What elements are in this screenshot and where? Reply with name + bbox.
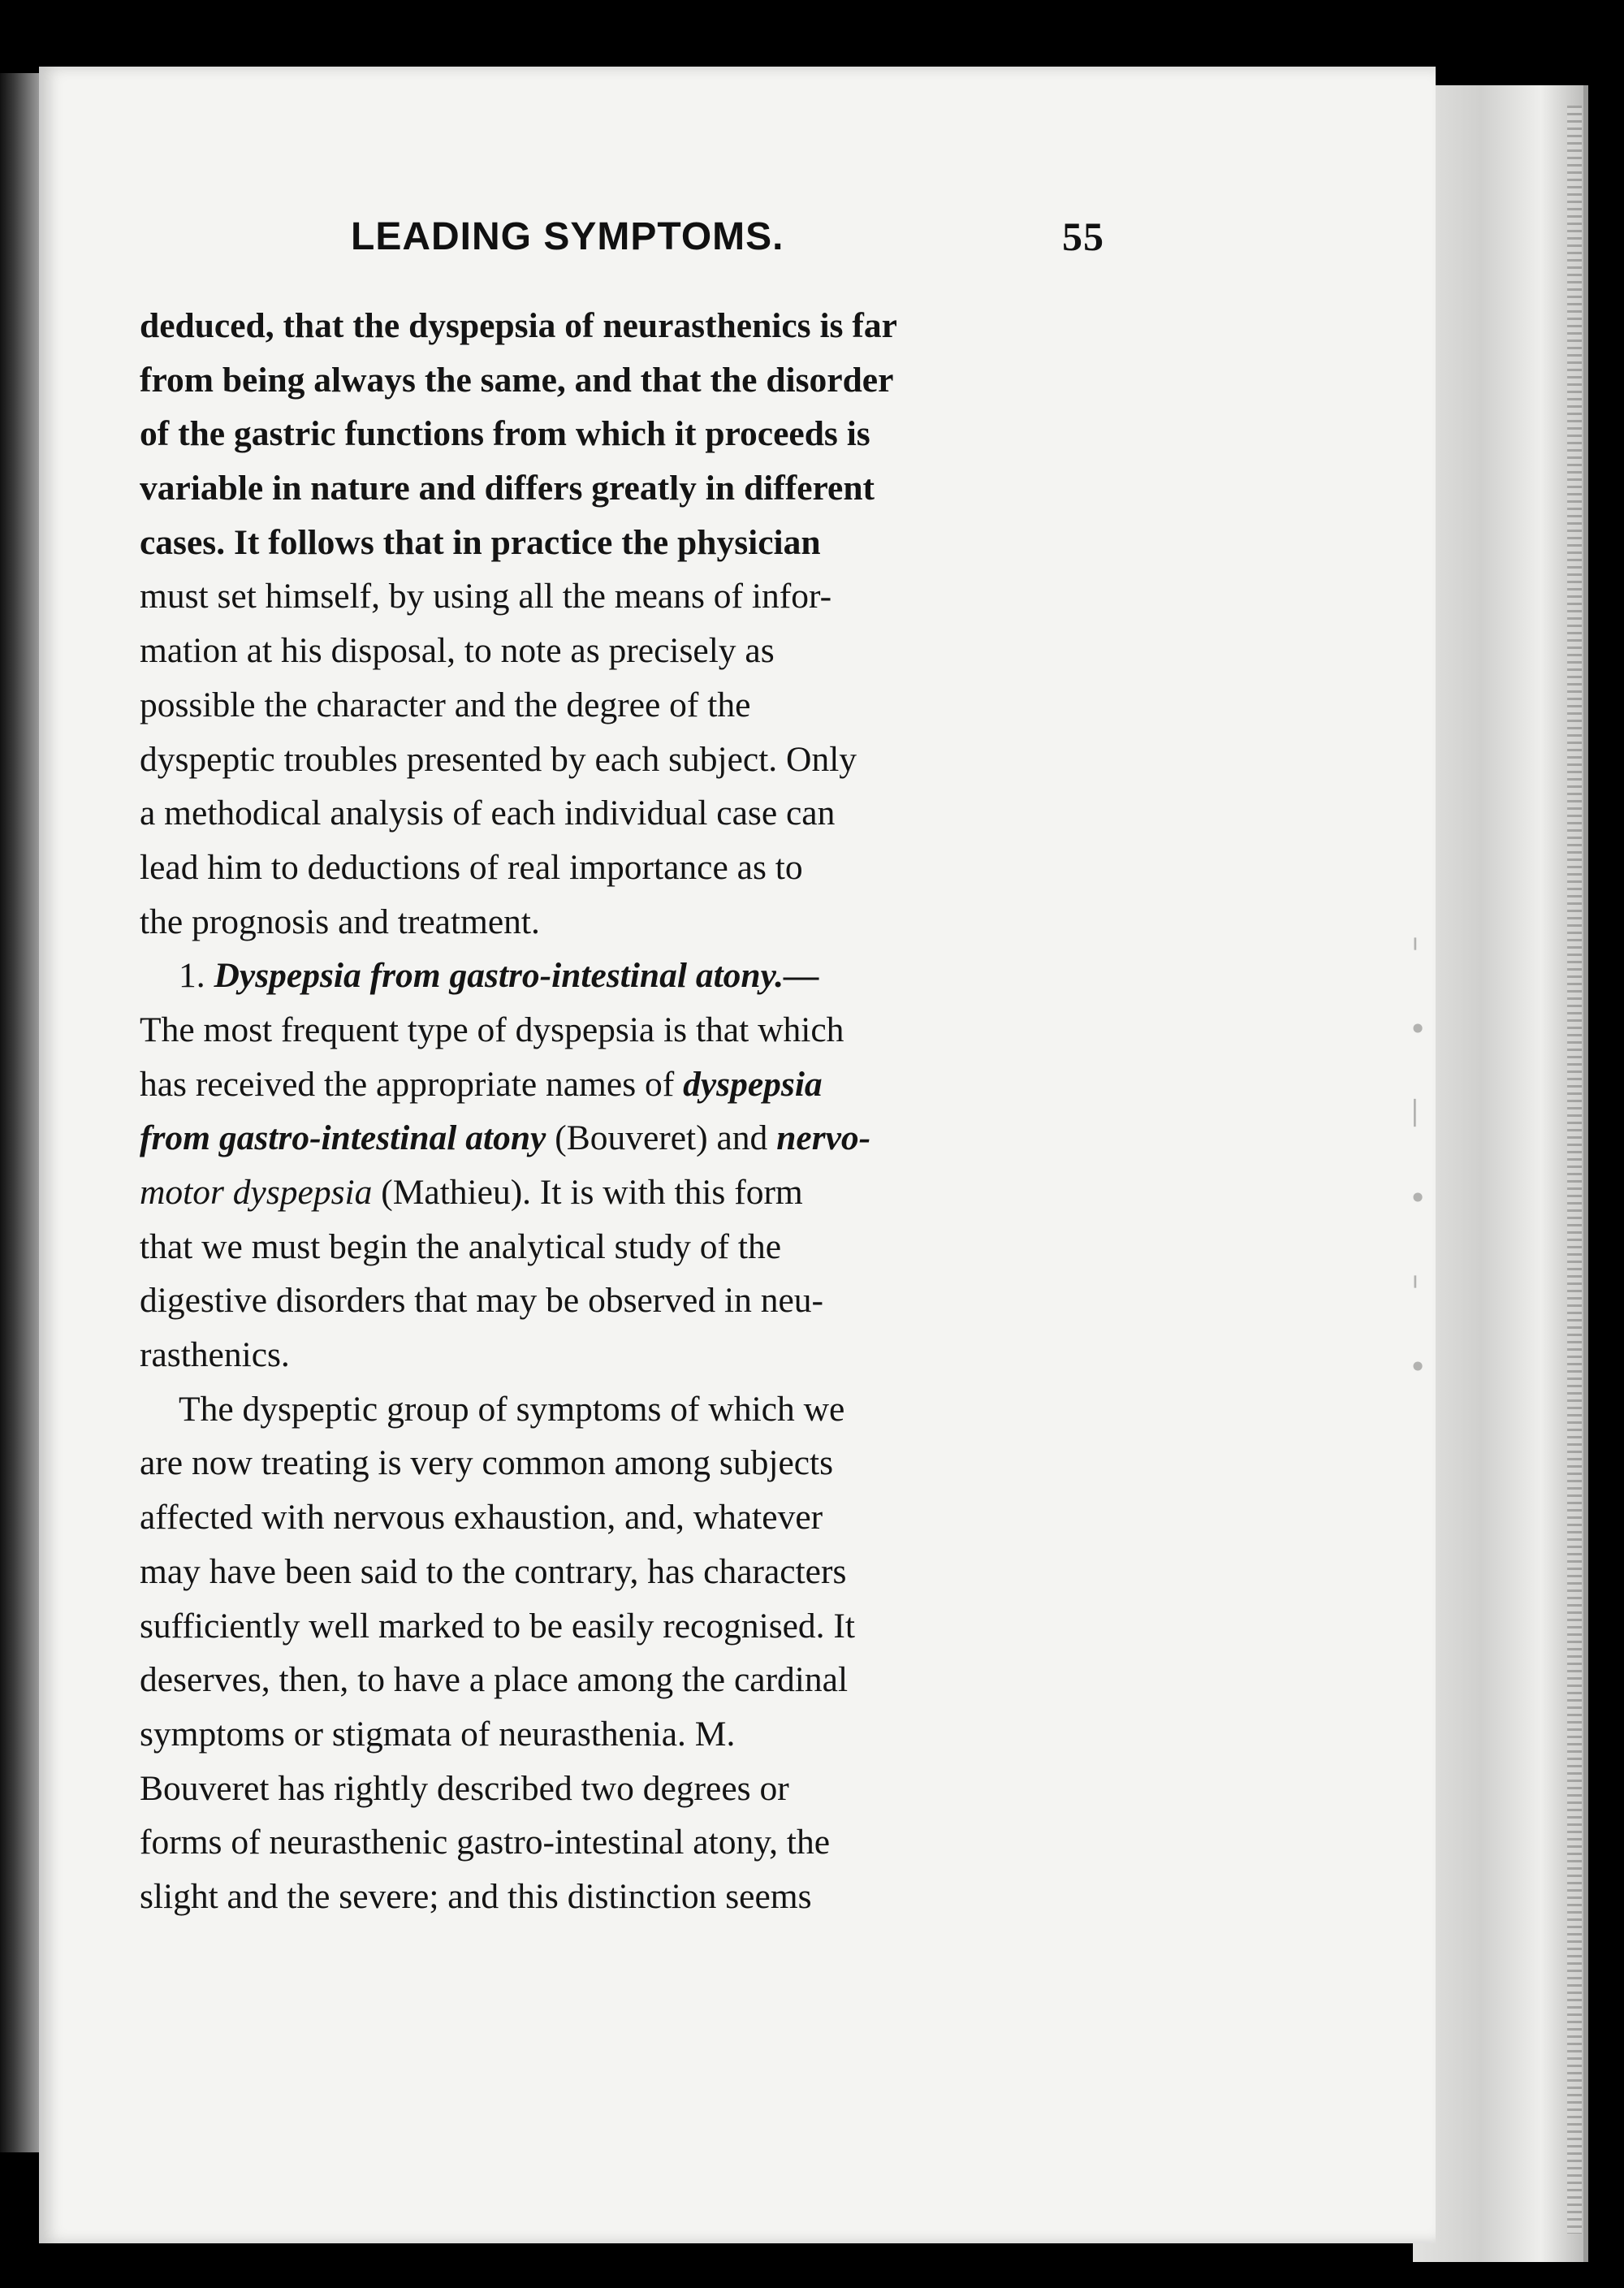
running-header: [351, 208, 1104, 265]
text-line: mation at his disposal, to note as precisely as: [140, 631, 775, 671]
text-line: motor dyspepsia (Mathieu). It is with this form: [140, 1173, 803, 1212]
show-through-text: – • — • – •: [1398, 936, 1435, 1376]
text-line: the prognosis and treatment.: [140, 902, 540, 941]
page-stack-lines: [1567, 106, 1582, 2234]
text-line: dyspeptic troubles presented by each subject. Only: [140, 739, 857, 779]
text-line: of the gastric functions from which it proceeds is: [140, 414, 870, 454]
text-line: digestive disorders that may be observed in neu-: [140, 1281, 823, 1321]
text-line: must set himself, by using all the means of infor-: [140, 577, 832, 616]
section-number: 1.: [179, 956, 205, 996]
text-line: lead him to deductions of real importance as to: [140, 847, 803, 887]
text-line: has received the appropriate names of dyspepsia: [140, 1064, 823, 1104]
text-line: forms of neurasthenic gastro-intestinal atony, the: [140, 1823, 831, 1862]
section-heading-line: [140, 949, 1096, 1003]
section-heading: Dyspepsia from gastro-intestinal atony.—: [214, 956, 819, 996]
text-line: deserves, then, to have a place among the cardinal: [140, 1660, 849, 1700]
text-line: from being always the same, and that the disorder: [140, 360, 894, 400]
text-line: possible the character and the degree of the: [140, 685, 751, 724]
text-line: a methodical analysis of each individual case can: [140, 794, 836, 833]
text-line: The most frequent type of dyspepsia is that which: [140, 1010, 844, 1049]
text-line: from gastro-intestinal atony (Bouveret) and nervo-: [140, 1118, 871, 1158]
text-line: rasthenics.: [140, 1335, 290, 1375]
text-line: are now treating is very common among subjects: [140, 1443, 834, 1483]
text-line: affected with nervous exhaustion, and, whatever: [140, 1498, 823, 1538]
text-line: may have been said to the contrary, has characters: [140, 1551, 847, 1591]
text-line: slight and the severe; and this distinction seems: [140, 1876, 812, 1916]
text-line: that we must begin the analytical study of the: [140, 1226, 782, 1266]
text-line: sufficiently well marked to be easily recognised. It: [140, 1606, 856, 1646]
text-line: symptoms or stigmata of neurasthenia. M.: [140, 1714, 736, 1754]
text-line: cases. It follows that in practice the physician: [140, 522, 821, 562]
text-line: deduced, that the dyspepsia of neurasthenics is far: [140, 306, 897, 345]
body-text: [140, 299, 1096, 1924]
page-number: 55: [1062, 214, 1104, 259]
text-line: Bouveret has rightly described two degrees or: [140, 1768, 789, 1808]
text-line: The dyspeptic group of symptoms of which we: [179, 1389, 845, 1429]
text-line: variable in nature and differs greatly in different: [140, 469, 875, 508]
running-title: LEADING SYMPTOMS.: [351, 214, 784, 258]
book-spine-shadow: [0, 73, 39, 2152]
